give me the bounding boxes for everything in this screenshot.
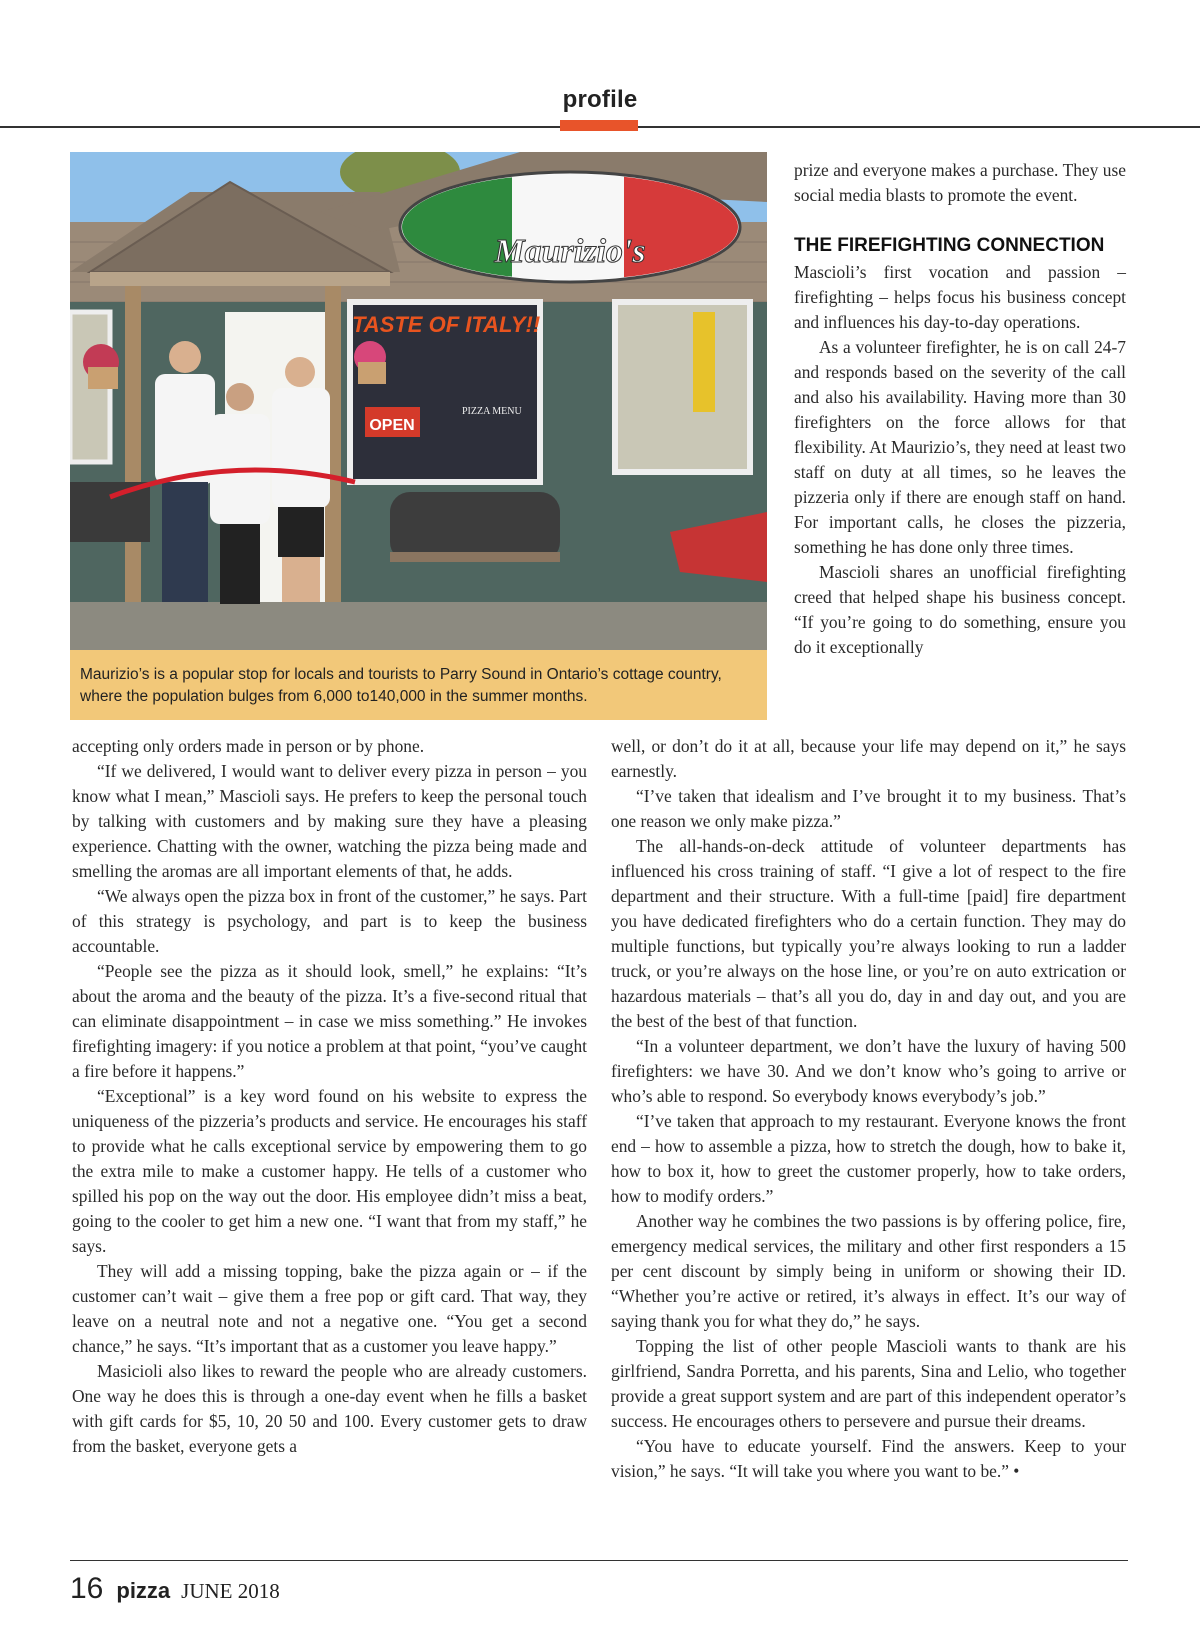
menu-sign-text: PIZZA MENU [462,406,522,417]
window-banner-text: TASTE OF ITALY!! [352,312,541,337]
paragraph: “I’ve taken that approach to my restaurant. Everyone knows the front end – how to assemble a pizza, how to stretch the dough, how to bake it, how to box it, how to greet the customer properly, how to take orders, how to modify orders.” [611,1111,1126,1206]
paragraph: “If we delivered, I would want to deliver every pizza in person – you know what I mean,” Mascioli says. He prefers to keep the personal touch by talking with customers and by making sure they have a pleasing experience. Chatting with the owner, watching the pizza being made and smelling the aromas are all important elements of that, he adds. [72,761,587,881]
open-sign-text: OPEN [369,417,415,434]
paragraph: “You have to educate yourself. Find the answers. Keep to your vision,” he says. “It will take you where you want to be.” • [611,1436,1126,1481]
paragraph: The all-hands-on-deck attitude of volunteer departments has influenced his cross training of staff. “I give a lot of respect to the fire department and their structure. With a full-time [paid] fire department you have dedicated firefighters who do a certain function. They may do multiple functions, but typically you’re always looking to run a ladder truck, or you’re always on the hose line, or you’re on auto extrication or hazardous materials – that’s all you do, day in and day out, and you are the best of the best of that function. [611,836,1126,1031]
paragraph: “Exceptional” is a key word found on his website to express the uniqueness of the pizzeria’s products and service. He encourages his staff to provide what he calls exceptional service by empowering them to go the extra mile to make a customer happy. He tells of a customer who spilled his pop on the way out the door. His employee didn’t miss a beat, going to the cooler to get him a new one. “I want that from my staff,” he says. [72,1086,587,1256]
section-label: profile [562,86,638,113]
right-column-top [794,158,1126,660]
paragraph: well, or don’t do it at all, because your life may depend on it,” he says earnestly. [611,736,1126,781]
paragraph: Topping the list of other people Mascioli wants to thank are his girlfriend, Sandra Porretta, and his parents, Sina and Lelio, who together provide a great support system and are part of this independent operator’s success. He encourages others to persevere and pursue their dreams. [611,1336,1126,1431]
storefront-photo [70,152,767,650]
paragraph: Mascioli’s first vocation and passion – firefighting – helps focus his business concept and influences his day-to-day operations. [794,262,1126,332]
paragraph: prize and everyone makes a purchase. They use social media blasts to promote the event. [794,160,1126,205]
paragraph: “I’ve taken that idealism and I’ve brought it to my business. That’s one reason we only make pizza.” [611,786,1126,831]
paragraph: “In a volunteer department, we don’t have the luxury of having 500 firefighters: we have 30. And we don’t know who’s going to arrive or who’s able to respond. So everybody knows everybody’s job.” [611,1036,1126,1106]
section-accent-bar [560,120,638,131]
page-number: 16 [70,1572,104,1605]
paragraph: As a volunteer firefighter, he is on call 24-7 and responds based on the severity of the call and also his availability. Having more than 30 firefighters on the force allows for that flexibility. At Maurizio’s, they need at least two staff on duty at all times, so he leaves the pizzeria only if there are enough staff on hand. For important calls, he closes the pizzeria, something he has done only three times. [794,337,1126,557]
right-column [611,734,1126,1484]
subheading: THE FIREFIGHTING CONNECTION [794,235,1105,256]
paragraph: accepting only orders made in person or by phone. [72,736,425,756]
issue-date: JUNE 2018 [181,1579,280,1603]
paragraph: “We always open the pizza box in front of the customer,” he says. Part of this strategy is psychology, and part is to keep the business accountable. [72,886,587,956]
paragraph: They will add a missing topping, bake the pizza again or – if the customer can’t wait – give them a free pop or gift card. That way, they leave on a neutral note and not a negative one. “You get a second chance,” he says. “It’s important that as a customer you leave happy.” [72,1261,587,1356]
footer-rule [70,1560,1128,1561]
left-column [72,734,587,1459]
magazine-name: pizza [116,1578,171,1603]
paragraph: “People see the pizza as it should look, smell,” he explains: “It’s about the aroma and the beauty of the pizza. It’s a five-second ritual that can eliminate disappointment – in case we miss something.” He invokes firefighting imagery: if you notice a problem at that point, “you’ve caught a fire before it happens.” [72,961,587,1081]
photo-caption: Maurizio’s is a popular stop for locals and tourists to Parry Sound in Ontario’s cottage country, where the population bulges from 6,000 to140,000 in the summer months. [80,666,722,705]
page-footer [70,1572,280,1606]
paragraph: Mascioli shares an unofficial firefighting creed that helped shape his business concept. “If you’re going to do something, ensure you do it exceptionally [794,562,1126,657]
photo-block [70,152,767,720]
sign-text: Maurizio's [494,233,646,270]
paragraph: Masicioli also likes to reward the people who are already customers. One way he does this is through a one-day event when he fills a basket with gift cards for $5, 10, 20 50 and 100. Every customer gets to draw from the basket, everyone gets a [72,1361,587,1456]
paragraph: Another way he combines the two passions is by offering police, fire, emergency medical services, the military and other first responders a 15 per cent discount by simply being in uniform or showing their ID. “Whether you’re active or retired, it’s always in effect. It’s our way of saying thank you for what they do,” he says. [611,1211,1126,1331]
